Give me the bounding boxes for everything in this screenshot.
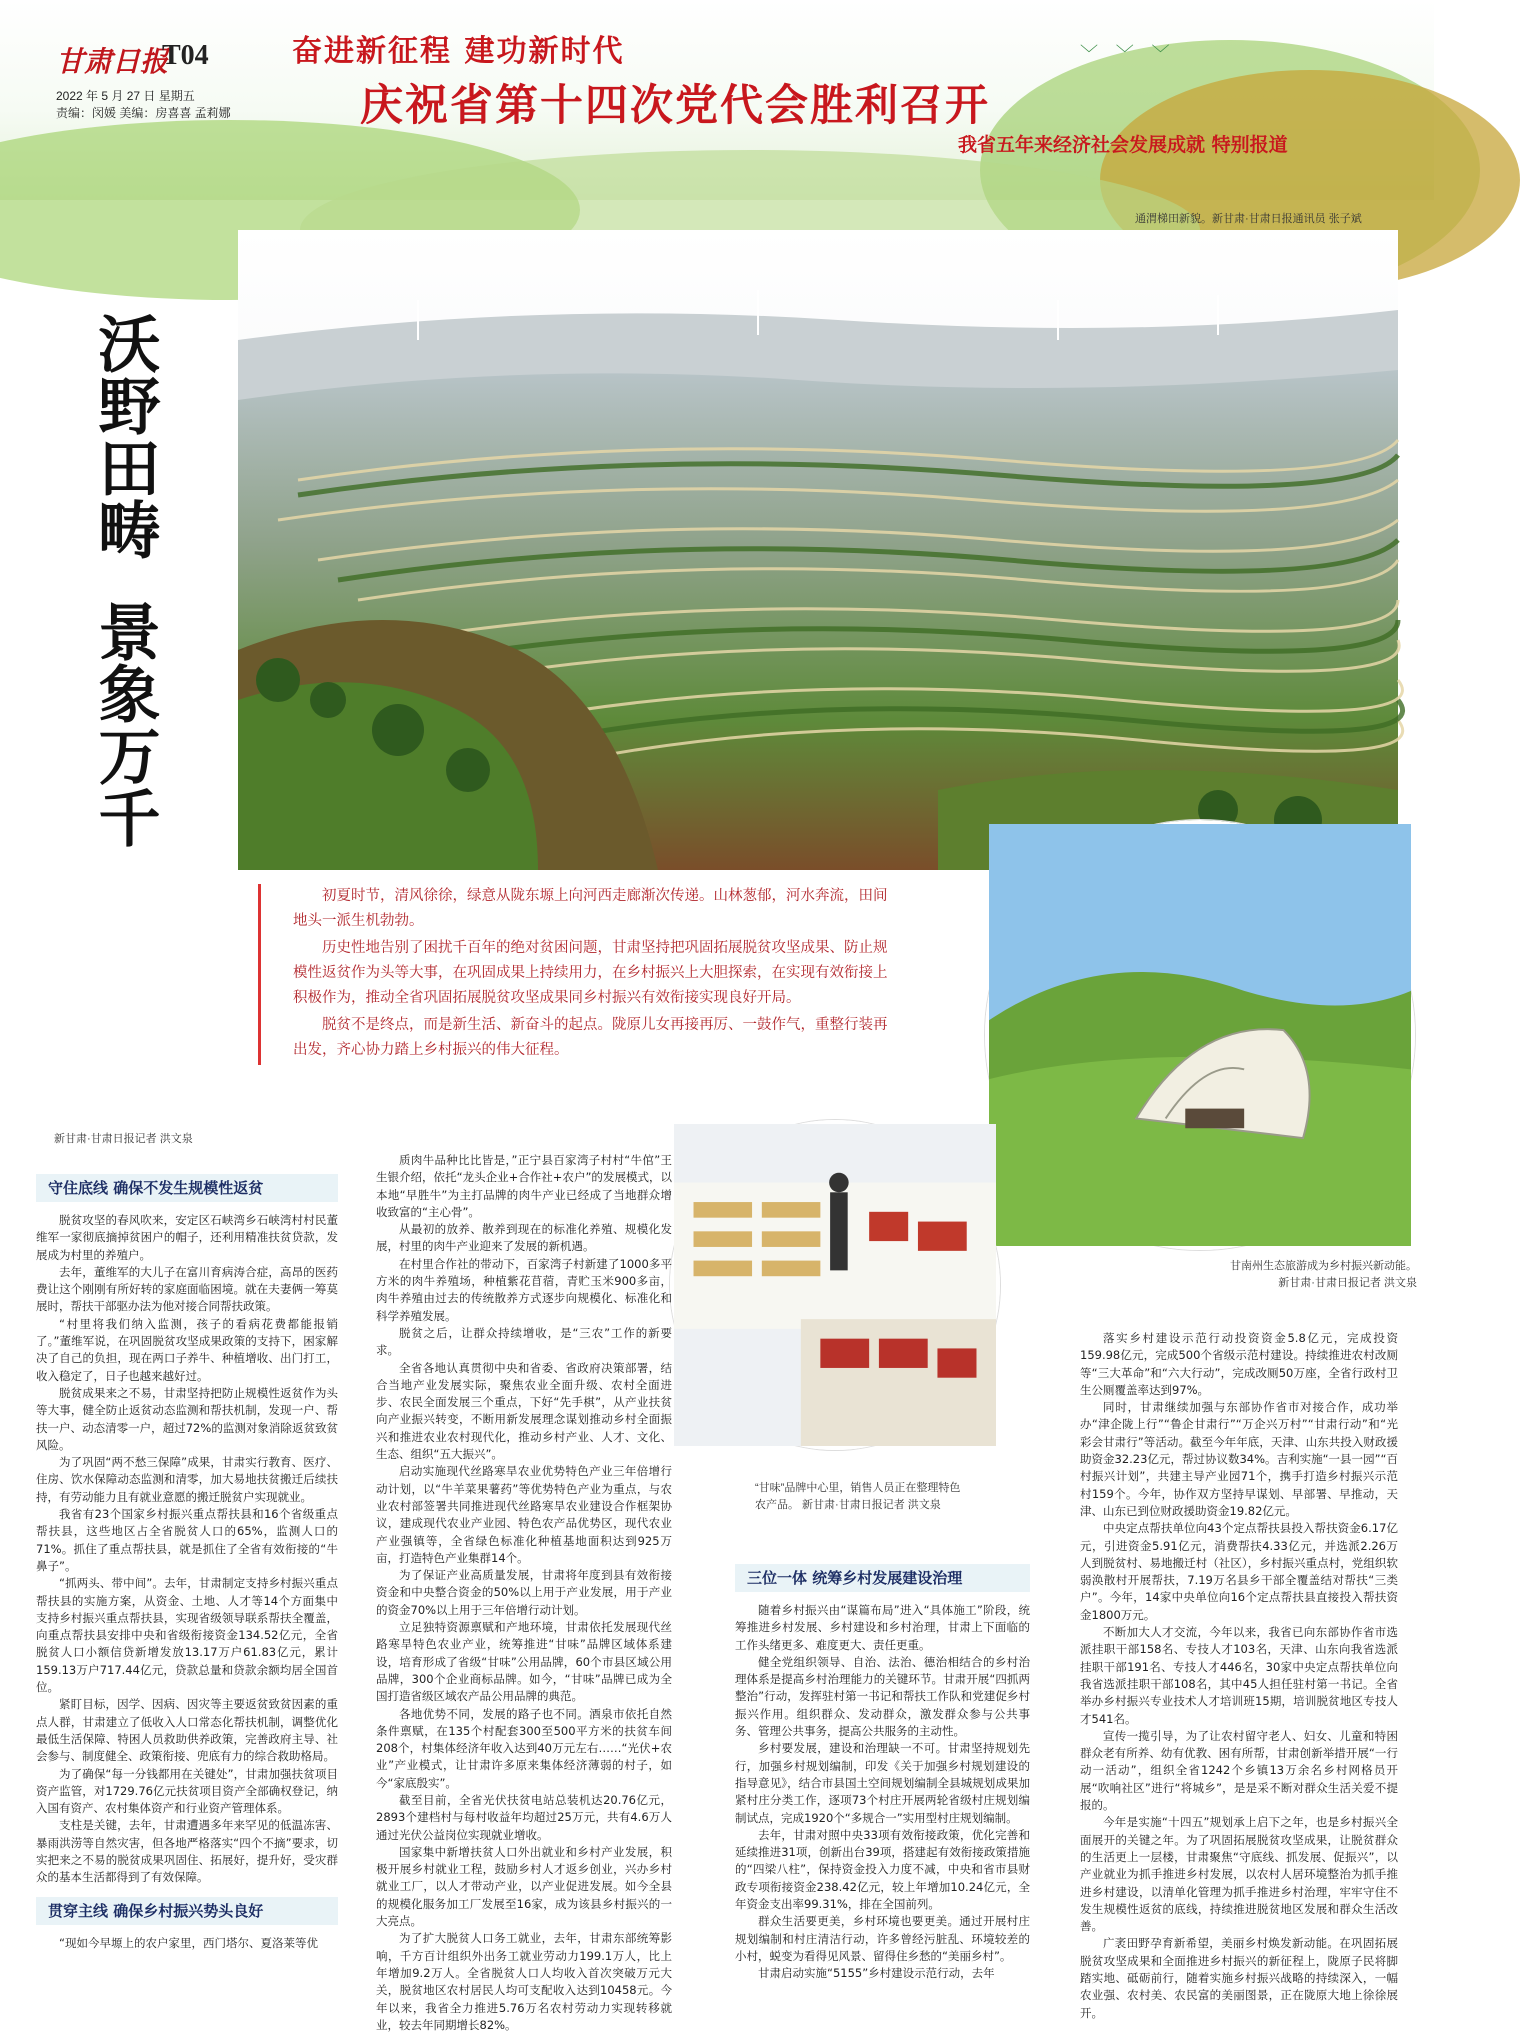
birds-icon: ﹀ ﹀ ﹀ <box>1080 44 1176 65</box>
body-paragraph: 不断加大人才交流，今年以来，我省已向东部协作省市选派挂职干部158名、专技人才103名，天津、山东向我省选派挂职干部191名、专技人才446名，30家中央定点帮扶单位向我省选派挂职干部108名，其中45人担任驻村第一书记。全省举办乡村振兴专业技术人才培训班15期，培训脱贫地区专技人才541名。 <box>1080 1625 1398 1726</box>
body-paragraph: 乡村要发展，建设和治理缺一不可。甘肃坚持规划先行，加强乡村规划编制，印发《关于加强乡村规划建设的指导意见》，结合市县国土空间规划编制全县城规划成果加紧村庄分类工作，逐项73个村庄开展两轮省级村庄规划编制试点，完成1920个“多规合一”实用型村庄规划编制。 <box>735 1741 1030 1825</box>
intro-paragraph: 初夏时节，清风徐徐，绿意从陇东塬上向河西走廊渐次传递。山林葱郁，河水奔流，田间地头一派生机勃勃。 <box>293 888 888 929</box>
caption-line: “甘味”品牌中心里，销售人员正在整理特色 <box>755 1482 961 1494</box>
body-paragraph: 我省有23个国家乡村振兴重点帮扶县和16个省级重点帮扶县，这些地区占全省脱贫人口的65%，监测人口的71%。抓住了重点帮扶县，就是抓住了全省有效衔接的“牛鼻子”。 <box>36 1507 338 1573</box>
mid-photo-caption <box>755 1480 1045 1514</box>
body-paragraph: 质肉牛品种比比皆是，”正宁县百家湾子村村“牛倌”王生银介绍，依托“龙头企业+合作社+农户”的发展模式，以本地“早胜牛”为主打品牌的肉牛产业已经成了当地群众增收致富的“主心骨”。 <box>376 1153 672 1219</box>
body-paragraph: 中央定点帮扶单位向43个定点帮扶县投入帮扶资金6.17亿元，引进资金5.91亿元，消费帮扶4.33亿元，并选派2.26万人到脱贫村、易地搬迁村（社区），乡村振兴重点村，党组织软弱涣散村开展帮扶，7.19万名县乡干部全覆盖结对帮扶“三类户”。今年，14家中央单位向16个定点帮扶县直接投入帮扶资金1800万元。 <box>1080 1521 1398 1622</box>
special-report-label: 我省五年来经济社会发展成就 特别报道 <box>958 134 1288 156</box>
section-heading: 三位一体 统筹乡村发展建设治理 <box>735 1564 1030 1592</box>
grassland-illustration <box>989 824 1411 1246</box>
body-paragraph: 随着乡村振兴由“谋篇布局”进入“具体施工”阶段，统筹推进乡村发展、乡村建设和乡村治理，甘肃上下面临的工作头绪更多、难度更大、责任更重。 <box>735 1603 1030 1652</box>
article-column-2 <box>376 1152 672 2032</box>
editor-credits: 责编：闵媛 美编：房喜喜 孟莉娜 <box>56 106 231 120</box>
body-paragraph: 去年，董维军的大儿子在富川育病涛合症，高昂的医药费让这个刚刚有所好转的家庭面临困境。就在夫妻俩一筹莫展时，帮扶干部驱办法为他对接合同帮扶政策。 <box>36 1264 338 1314</box>
body-paragraph: 各地优势不同，发展的路子也不同。酒泉市依托自然条件禀赋，在135个村配套300至500平方米的扶贫车间208个，村集体经济年收入达到40万元左右……“光伏+农业”产业模式，让甘肃许多原来集体经济薄弱的村子，如今“家底殷实”。 <box>376 1706 672 1790</box>
body-paragraph: 为了扩大脱贫人口务工就业，去年，甘肃东部统筹影响，千方百计组织外出务工就业劳动力199.1万人，比上年增加9.2万人。全省脱贫人口人均收入首次突破万元大关，脱贫地区农村居民人均可支配收入达到10458元。今年以来，我省全力推进5.76万名农村劳动力实现转移就业，较去年同期增长82%。 <box>376 1931 672 2032</box>
body-paragraph: “抓两头、带中间”。去年，甘肃制定支持乡村振兴重点帮扶县的实施方案，从资金、土地、人才等14个方面集中支持乡村振兴重点帮扶县，实现省级领导联系帮扶全覆盖，向重点帮扶县安排中央和省级衔接资金134.52亿元，全省脱贫人口小额信贷新增发放13.17万户61.83亿元，累计159.13万户717.44亿元，贷款总量和贷款余额均居全国首位。 <box>36 1576 338 1695</box>
body-paragraph: 脱贫成果来之不易，甘肃坚持把防止规模性返贫作为头等大事，健全防止返贫动态监测和帮扶机制，发现一户、帮扶一户、动态清零一户，超过72%的监测对象消除返贫致贫风险。 <box>36 1385 338 1452</box>
body-paragraph: 为了保证产业高质量发展，甘肃将年度到县有效衔接资金和中央整合资金的50%以上用于产业发展，用于产业的资金70%以上用于三年倍增行动计划。 <box>376 1568 672 1617</box>
body-paragraph: 全省各地认真贯彻中央和省委、省政府决策部署，结合当地产业发展实际，聚焦农业全面升级、农村全面进步、农民全面发展三个重点，下好“先手棋”，从产业扶贫向产业振兴转变，不断用新发展理念谋划推动乡村全面振兴和推进农业农村现代化，推动乡村产业、人才、文化、生态、组织“五大振兴”。 <box>376 1360 672 1462</box>
intro-lead <box>258 884 898 1065</box>
shop-illustration <box>674 1124 996 1446</box>
brand-center-photo <box>670 1120 1000 1450</box>
terrace-illustration <box>238 230 1398 870</box>
intro-paragraph: 历史性地告别了困扰千百年的绝对贫困问题，甘肃坚持把巩固拓展脱贫攻坚成果、防止规模性返贫作为头等大事，在巩固成果上持续用力，在乡村振兴上大胆探索，在实现有效衔接上积极作为，推动全省巩固拓展脱贫攻坚成果同乡村振兴有效衔接实现良好开局。 <box>293 940 888 1006</box>
body-paragraph: 广袤田野孕育新希望，美丽乡村焕发新动能。在巩固拓展脱贫攻坚成果和全面推进乡村振兴的新征程上，陇原子民将脚踏实地、砥砺前行，随着实施乡村振兴战略的持续深入，一幅农业强、农村美、农民富的美丽图景，正在陇原大地上徐徐展开。 <box>1080 1936 1398 2020</box>
body-paragraph: 甘肃启动实施“5155”乡村建设示范行动，去年 <box>758 1966 995 1981</box>
body-paragraph: 从最初的放养、散养到现在的标准化养殖、规模化发展，村里的肉牛产业迎来了发展的新机遇。 <box>376 1222 672 1254</box>
body-paragraph: 群众生活要更美，乡村环境也要更美。通过开展村庄规划编制和村庄清洁行动，许多曾经污脏乱、环境较差的小村，蜕变为看得见风景、留得住乡愁的“美丽乡村”。 <box>735 1914 1030 1963</box>
body-paragraph: 国家集中新增扶贫人口外出就业和乡村产业发展，积极开展乡村就业工程，鼓励乡村人才返乡创业，兴办乡村就业工厂，以人才带动产业，以产业促进发展。如今全县的规模化服务加工厂发展至16家，成为该县乡村振兴的一大亮点。 <box>376 1844 672 1929</box>
body-paragraph: 启动实施现代丝路寒旱农业优势特色产业三年倍增行动计划，以“牛羊菜果薯药”等优势特色产业为重点，与农业农村部签署共同推进现代丝路寒旱农业建设合作框架协议，建成现代农业产业园、特色农产品优势区，现代农业产业强镇等，全省绿色标准化种植基地面积达到925万亩，打造特色产业集群14个。 <box>376 1464 672 1565</box>
body-paragraph: 截至目前，全省光伏扶贫电站总装机达20.76亿元，2893个建档村与每村收益年均超过25万元，共有4.6万人通过光伏公益岗位实现就业增收。 <box>376 1792 672 1842</box>
body-paragraph: 落实乡村建设示范行动投资资金5.8亿元，完成投资159.98亿元，完成500个省级示范村建设。持续推进农村改厕等“三大革命”和“六大行动”，完成改厕50万座，全省行政村卫生公厕覆盖率达到97%。 <box>1080 1331 1398 1397</box>
body-paragraph: 为了巩固“两不愁三保障”成果，甘肃实行教育、医疗、住房、饮水保障动态监测和清零，加大易地扶贫搬迁后续扶持，有劳动能力且有就业意愿的搬迁脱贫户实现就业。 <box>36 1455 338 1504</box>
body-paragraph: 同时，甘肃继续加强与东部协作省市对接合作，成功举办“津企陇上行”“鲁企甘肃行”“万企兴万村”“甘肃行动”和“光彩会甘肃行”等活动。截至今年年底，天津、山东共投入财政援助资金32.23亿元，帮过协议数34%。吉利实施“一县一园”“百村振兴计划”，共建主导产业园71个，携手打造乡村振兴示范村159个。今年，协作双方坚持早谋划、早部署、早推动，天津、山东已到位财政援助资金19.82亿元。 <box>1080 1400 1398 1518</box>
article-byline: 新甘肃·甘肃日报记者 洪文泉 <box>54 1133 193 1145</box>
body-paragraph: 为了确保“每一分钱都用在关键处”，甘肃加强扶贫项目资产监管，对1729.76亿元扶贫项目资产全部确权登记，纳入国有资产、农村集体资产和行业资产管理体系。 <box>36 1766 338 1816</box>
body-paragraph: 支柱是关键，去年，甘肃遭遇多年来罕见的低温冻害、暴雨洪涝等自然灾害，但各地严格落实“四个不摘”要求，切实把来之不易的脱贫成果巩固住、拓展好，提升好，受灾群众的基本生活都得到了有效保障。 <box>36 1818 338 1885</box>
article-column-4 <box>1080 1330 1398 2020</box>
body-paragraph: “现如今早塬上的农户家里，西门塔尔、夏洛莱等优 <box>59 1935 318 1950</box>
body-paragraph: 宣传一揽引导，为了让农村留守老人、妇女、儿童和特困群众老有所养、幼有优教、困有所帮，甘肃创新举措开展“一行动一活动”，组织全省1242个乡镇13万余名乡村网格员开展“吹响社区”进行“将城乡”，是是采不断对群众生活关爱不提报的。 <box>1080 1728 1398 1813</box>
issue-date: 2022 年 5 月 27 日 星期五 <box>56 89 195 103</box>
page-number: T04 <box>162 40 209 71</box>
slogan: 奋进新征程 建功新时代 <box>292 34 625 69</box>
right-photo-caption <box>1192 1258 1417 1292</box>
body-paragraph: 脱贫攻坚的春风吹来，安定区石峡湾乡石峡湾村村民董维军一家彻底摘掉贫困户的帽子，还利用精准扶贫贷款，发展成为村里的养殖户。 <box>36 1213 338 1262</box>
caption-line: 甘南州生态旅游成为乡村振兴新动能。 <box>1230 1260 1417 1272</box>
caption-credit: 新甘肃·甘肃日报记者 洪文泉 <box>1278 1277 1417 1289</box>
grassland-tent-photo <box>985 820 1415 1250</box>
body-paragraph: “村里将我们纳入监测，孩子的看病花费都能报销了。”董维军说，在巩固脱贫攻坚成果政策的支持下，困家解决了自己的负担，现在两口子养牛、种植增收、出门打工，收入稳定了，日子也越来越好过。 <box>36 1316 338 1383</box>
masthead <box>0 0 1434 200</box>
article-column-1 <box>36 1170 338 2020</box>
terrace-landscape-photo <box>238 230 1398 870</box>
article-column-3 <box>735 1560 1030 2020</box>
body-paragraph: 脱贫之后，让群众持续增收，是“三农”工作的新要求。 <box>376 1325 672 1358</box>
body-paragraph: 紧盯目标，因学、因病、因灾等主要返贫致贫因素的重点人群，甘肃建立了低收入人口常态化帮扶机制，调整优化最低生活保障、特困人员救助供养政策，完善政府主导、社会参与、制度健全、政策衔接、兜底有力的综合救助格局。 <box>36 1697 338 1764</box>
intro-paragraph: 脱贫不是终点，而是新生活、新奋斗的起点。陇原儿女再接再厉、一鼓作气，重整行装再出发，齐心协力踏上乡村振兴的伟大征程。 <box>293 1017 888 1058</box>
page-headline: 庆祝省第十四次党代会胜利召开 <box>360 81 990 131</box>
body-paragraph: 健全党组织领导、自治、法治、德治相结合的乡村治理体系是提高乡村治理能力的关键环节。甘肃开展“四抓两整治”行动，发挥驻村第一书记和帮扶工作队和党建促乡村振兴作用。组织群众、发动群众，激发群众参与公共事务、管理公共事务，提高公共服务的主动性。 <box>735 1654 1030 1739</box>
feature-title-line2: 景象万千 <box>88 600 161 848</box>
caption-credit: 农产品。 新甘肃·甘肃日报记者 洪文泉 <box>755 1499 941 1511</box>
top-photo-credit: 通渭梯田新貌。新甘肃·甘肃日报通讯员 张子斌 <box>1135 213 1362 225</box>
feature-title <box>84 312 164 848</box>
feature-title-line1: 沃野田畴 <box>88 312 161 560</box>
newspaper-logo: 甘肃日报 <box>56 45 169 78</box>
body-paragraph: 去年，甘肃对照中央33项有效衔接政策，优化完善和延续推进31项，创新出台39项，搭建起有效衔接政策措施的“四梁八柱”，保持资金投入力度不减，中央和省市县财政专项衔接资金238.42亿元，较上年增加10.24亿元，全年资金支出率99.31%，排在全国前列。 <box>735 1827 1030 1912</box>
body-paragraph: 在村里合作社的带动下，百家湾子村新建了1000多平方米的肉牛养殖场，种植紫花苜蓿，青贮玉米900多亩，肉牛养殖由过去的传统散养方式逐步向规模化、标准化和科学养殖发展。 <box>376 1256 672 1323</box>
section-heading: 守住底线 确保不发生规模性返贫 <box>36 1174 338 1202</box>
body-paragraph: 今年是实施“十四五”规划承上启下之年，也是乡村振兴全面展开的关键之年。为了巩固拓展脱贫攻坚成果，让脱贫群众的生活更上一层楼，甘肃聚焦“守底线、抓发展、促振兴”，以产业就业为抓手推进乡村发展，以农村人居环境整治为抓手推进乡村建设，以清单化管理为抓手推进乡村治理，牢牢守住不发生规模性返贫的底线，持续推进脱贫地区发展和群众生活改善。 <box>1080 1815 1398 1934</box>
section-heading: 贯穿主线 确保乡村振兴势头良好 <box>36 1897 338 1925</box>
body-paragraph: 立足独特资源禀赋和产地环境，甘肃依托发展现代丝路寒旱特色农业产业，统筹推进“甘味”品牌区域体系建设，培育形成了省级“甘味”公用品牌，60个市县区域公用品牌，300个企业商标品牌。如今，“甘味”品牌已成为全国打造省级区域农产品公用品牌的典范。 <box>376 1620 672 1704</box>
